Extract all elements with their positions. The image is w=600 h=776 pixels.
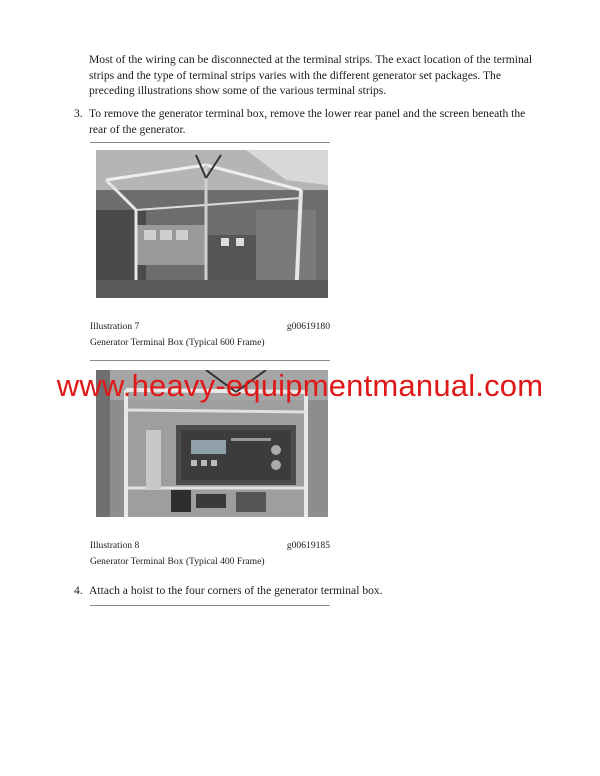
- divider: [90, 142, 330, 143]
- illustration-id: g00619185: [286, 540, 330, 551]
- step-number: 3.: [74, 107, 83, 120]
- step-4: [74, 583, 544, 599]
- step-text: To remove the generator terminal box, remove the lower rear panel and the screen beneath the rear of the generator.: [89, 107, 526, 136]
- illustration-8-caption: Generator Terminal Box (Typical 400 Frame): [90, 556, 265, 567]
- illustration-label: Illustration 8: [90, 540, 140, 551]
- step-3: [74, 106, 544, 138]
- illustration-7-photo: [96, 150, 328, 298]
- illustration-7-caption: Generator Terminal Box (Typical 600 Frame): [90, 337, 265, 348]
- illustration-id: g00619180: [286, 321, 330, 332]
- terminal-box-600-frame-image: [96, 150, 328, 298]
- divider: [90, 360, 330, 361]
- divider: [90, 605, 330, 606]
- step-text: Attach a hoist to the four corners of the generator terminal box.: [89, 584, 383, 597]
- step-number: 4.: [74, 584, 83, 597]
- intro-paragraph: Most of the wiring can be disconnected at the terminal strips. The exact location of the terminal strips and the type of terminal strips varies with the different generator set packages. The preceding illustrations show some of the various terminal strips.: [89, 53, 533, 97]
- illustration-label: Illustration 7: [90, 321, 140, 332]
- watermark-link[interactable]: www.heavy-equipmentmanual.com: [56, 368, 544, 403]
